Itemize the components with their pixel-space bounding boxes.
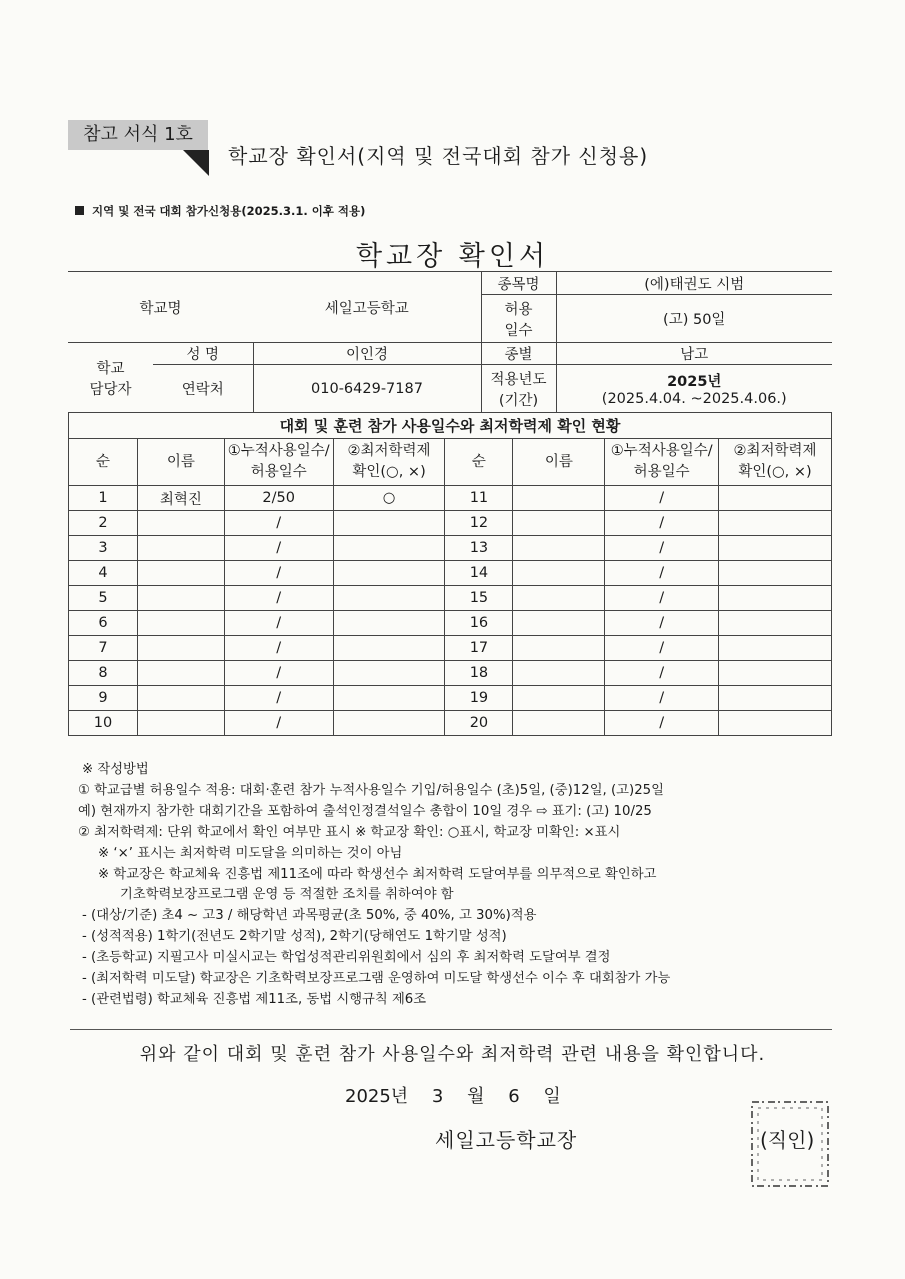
row-name xyxy=(137,711,224,736)
instruction-grades: - (성적적용) 1학기(전년도 2학기말 성적), 2학기(당해연도 1학기말 성적) xyxy=(82,929,507,945)
row-check xyxy=(719,611,832,636)
row-days: / xyxy=(605,586,719,611)
row-no: 5 xyxy=(69,586,138,611)
row-check xyxy=(719,661,832,686)
instruction-2: ② 최저학력제: 단위 학교에서 확인 여부만 표시 ※ 학교장 확인: ○표시, 학교장 미확인: ×표시 xyxy=(78,824,621,840)
table-row xyxy=(69,511,832,536)
school-name-label: 학교명 xyxy=(68,272,253,343)
row-days: / xyxy=(224,536,333,561)
instruction-elementary: - (초등학교) 지필고사 미실시교는 학업성적관리위원회에서 심의 후 최저학력 도달여부 결정 xyxy=(82,950,611,966)
row-name xyxy=(137,511,224,536)
row-no: 2 xyxy=(69,511,138,536)
row-name xyxy=(137,536,224,561)
form-number-badge: 참고 서식 1호 xyxy=(68,120,208,150)
instruction-note-x: ※ ‘×’ 표시는 최저학력 미도달을 의미하는 것이 아님 xyxy=(98,845,403,861)
header-cumulative-days: ①누적사용일수/ 허용일수 xyxy=(224,439,333,486)
header-no: 순 xyxy=(445,439,513,486)
school-info-table xyxy=(68,271,832,413)
staff-contact-value: 010-6429-7187 xyxy=(253,365,481,413)
instruction-not-reached: - (최저학력 미도달) 학교장은 기초학력보장프로그램 운영하여 미도달 학생선수 이수 후 대회참가 가능 xyxy=(82,971,671,987)
document-title: 학교장 확인서 xyxy=(355,241,550,272)
row-days: / xyxy=(224,636,333,661)
row-name xyxy=(137,561,224,586)
row-name xyxy=(513,686,605,711)
row-days: / xyxy=(605,536,719,561)
header-no: 순 xyxy=(69,439,138,486)
allowed-days-label: 허용 일수 xyxy=(481,295,556,343)
table-row xyxy=(69,536,832,561)
school-name-value: 세일고등학교 xyxy=(253,272,481,343)
instructions xyxy=(78,760,670,1011)
signature-date: 2025년 3 월 6 일 xyxy=(345,1086,561,1107)
row-no: 17 xyxy=(445,636,513,661)
instruction-law: - (관련법령) 학교체육 진흥법 제11조, 동법 시행규칙 제6조 xyxy=(82,991,427,1007)
usage-table xyxy=(68,412,832,736)
row-days: / xyxy=(605,561,719,586)
row-check xyxy=(719,536,832,561)
instructions-title: ※ 작성방법 xyxy=(82,762,149,777)
instruction-note-principal: ※ 학교장은 학교체육 진흥법 제11조에 따라 학생선수 최저학력 도달여부를 의무적으로 확인하고 xyxy=(98,866,657,882)
row-no: 16 xyxy=(445,611,513,636)
subtitle-text: 지역 및 전국 대회 참가신청용(2025.3.1. 이후 적용) xyxy=(92,204,366,218)
row-name xyxy=(513,536,605,561)
row-days: / xyxy=(605,686,719,711)
row-name xyxy=(137,636,224,661)
row-no: 3 xyxy=(69,536,138,561)
category-value: 남고 xyxy=(556,343,832,365)
row-check xyxy=(333,561,445,586)
row-no: 20 xyxy=(445,711,513,736)
row-no: 10 xyxy=(69,711,138,736)
row-check xyxy=(719,586,832,611)
row-check xyxy=(719,486,832,511)
form-title: 학교장 확인서(지역 및 전국대회 참가 신청용) xyxy=(228,144,649,168)
row-name: 최혁진 xyxy=(137,486,224,511)
table-row xyxy=(69,586,832,611)
row-days: / xyxy=(605,611,719,636)
confirmation-statement: 위와 같이 대회 및 훈련 참가 사용일수와 최저학력 관련 내용을 확인합니다. xyxy=(139,1044,766,1065)
instruction-1: ① 학교급별 허용일수 적용: 대회·훈련 참가 누적사용일수 기입/허용일수 (초)5일, (중)12일, (고)25일 xyxy=(78,782,664,798)
row-no: 12 xyxy=(445,511,513,536)
row-check xyxy=(333,611,445,636)
row-check xyxy=(719,711,832,736)
principal-name: 세일고등학교장 xyxy=(435,1128,578,1152)
row-name xyxy=(137,686,224,711)
form-subtitle xyxy=(75,203,365,219)
staff-name-value: 이인경 xyxy=(253,343,481,365)
row-days: / xyxy=(224,686,333,711)
row-no: 19 xyxy=(445,686,513,711)
header-min-achievement: ②최저학력제 확인(○, ×) xyxy=(333,439,445,486)
row-no: 1 xyxy=(69,486,138,511)
staff-label: 학교 담당자 xyxy=(68,343,153,413)
row-days: / xyxy=(605,636,719,661)
square-bullet-icon xyxy=(75,206,84,215)
period-label: 적용년도 (기간) xyxy=(481,365,556,413)
row-no: 14 xyxy=(445,561,513,586)
table-row xyxy=(69,611,832,636)
header-min-achievement: ②최저학력제 확인(○, ×) xyxy=(719,439,832,486)
table-row xyxy=(69,686,832,711)
row-name xyxy=(137,661,224,686)
row-name xyxy=(513,636,605,661)
row-no: 13 xyxy=(445,536,513,561)
table-row xyxy=(69,636,832,661)
staff-contact-label: 연락처 xyxy=(153,365,253,413)
header-name: 이름 xyxy=(137,439,224,486)
row-days: / xyxy=(224,611,333,636)
row-name xyxy=(513,511,605,536)
row-check xyxy=(333,586,445,611)
table-row xyxy=(69,561,832,586)
row-check xyxy=(333,636,445,661)
row-check xyxy=(719,511,832,536)
row-check xyxy=(719,636,832,661)
row-days: 2/50 xyxy=(224,486,333,511)
row-name xyxy=(137,586,224,611)
row-no: 8 xyxy=(69,661,138,686)
allowed-days-value: (고) 50일 xyxy=(556,295,832,343)
row-days: / xyxy=(224,561,333,586)
table-row xyxy=(69,486,832,511)
table-row xyxy=(69,711,832,736)
row-days: / xyxy=(224,711,333,736)
event-label: 종목명 xyxy=(481,272,556,295)
row-name xyxy=(513,561,605,586)
period-value xyxy=(556,365,832,413)
event-value: (에)태권도 시범 xyxy=(556,272,832,295)
row-no: 7 xyxy=(69,636,138,661)
row-name xyxy=(137,611,224,636)
year-value: 2025년 xyxy=(667,374,722,390)
row-days: / xyxy=(605,711,719,736)
row-name xyxy=(513,661,605,686)
row-no: 15 xyxy=(445,586,513,611)
row-no: 6 xyxy=(69,611,138,636)
row-days: / xyxy=(605,511,719,536)
row-name xyxy=(513,611,605,636)
divider xyxy=(70,1029,832,1030)
row-check xyxy=(333,511,445,536)
instruction-target: - (대상/기준) 초4 ~ 고3 / 해당학년 과목평균(초 50%, 중 40%, 고 30%)적용 xyxy=(82,908,537,924)
row-check xyxy=(333,661,445,686)
usage-section-title: 대회 및 훈련 참가 사용일수와 최저학력제 확인 현황 xyxy=(69,413,832,439)
badge-triangle-icon xyxy=(183,150,209,176)
instruction-note-principal-cont: 기초학력보장프로그램 운영 등 적절한 조치를 취하여야 함 xyxy=(120,887,454,903)
header-cumulative-days: ①누적사용일수/ 허용일수 xyxy=(605,439,719,486)
category-label: 종별 xyxy=(481,343,556,365)
row-check xyxy=(719,561,832,586)
row-no: 18 xyxy=(445,661,513,686)
row-days: / xyxy=(605,486,719,511)
row-name xyxy=(513,486,605,511)
row-no: 9 xyxy=(69,686,138,711)
row-name xyxy=(513,586,605,611)
row-no: 11 xyxy=(445,486,513,511)
row-check xyxy=(333,711,445,736)
row-days: / xyxy=(224,586,333,611)
row-days: / xyxy=(224,511,333,536)
row-check xyxy=(719,686,832,711)
row-check xyxy=(333,536,445,561)
row-no: 4 xyxy=(69,561,138,586)
row-days: / xyxy=(224,661,333,686)
row-days: / xyxy=(605,661,719,686)
row-check xyxy=(333,686,445,711)
row-name xyxy=(513,711,605,736)
header-name: 이름 xyxy=(513,439,605,486)
date-range-value: (2025.4.04. ~2025.4.06.) xyxy=(601,391,787,407)
table-row xyxy=(69,661,832,686)
staff-name-label: 성 명 xyxy=(153,343,253,365)
instruction-1-example: 예) 현재까지 참가한 대회기간을 포함하여 출석인정결석일수 총합이 10일 경우 ⇨ 표기: (고) 10/25 xyxy=(78,803,652,819)
row-check: ○ xyxy=(333,486,445,511)
seal-label: (직인) xyxy=(760,1128,815,1152)
